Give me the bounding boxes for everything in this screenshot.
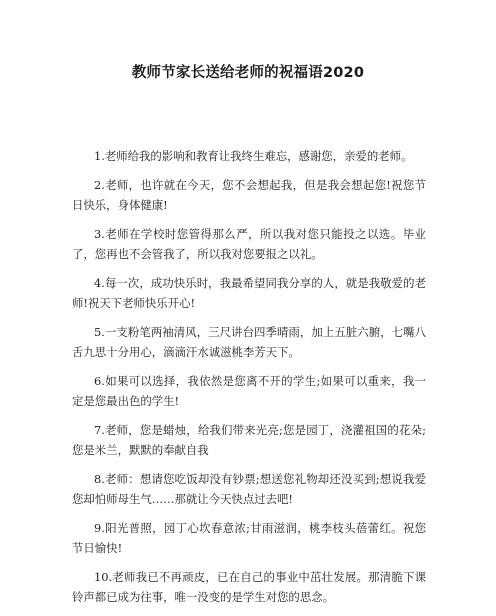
- paragraph-2: 2.老师，也许就在今天，您不会想起我，但是我会想起您!祝您节日快乐，身体健康!: [72, 178, 426, 212]
- paragraph-1: 1.老师给我的影响和教育让我终生难忘，感谢您，亲爱的老师。: [94, 149, 413, 163]
- paragraph-5: 5.一支粉笔两袖清风，三尺讲台四季晴雨，加上五脏六腑，七嘴八舌九思十分用心，滴滴汗水诚滋桃李芳天下。: [72, 325, 426, 359]
- paragraph-7: 7.老师，您是蜡烛，给我们带来光亮;您是园丁，浇灌祖国的花朵;您是米兰，默默的奉献自我: [72, 423, 426, 457]
- paragraph-6: 6.如果可以选择，我依然是您离不开的学生;如果可以重来，我一定是您最出色的学生!: [72, 374, 426, 408]
- paragraph-4: 4.每一次，成功快乐时，我最希望同我分享的人，就是我敬爱的老师!祝天下老师快乐开心!: [72, 276, 426, 310]
- paragraph-9: 9.阳光普照，园丁心坎春意浓;甘雨滋润，桃李枝头蓓蕾红。祝您节日愉快!: [72, 521, 426, 555]
- paragraph-3: 3.老师在学校时您管得那么严，所以我对您只能投之以选。毕业了，您再也不会管我了，所以我对您要报之以礼。: [72, 227, 426, 261]
- paragraph-8: 8.老师：想请您吃饭却没有钞票;想送您礼物却还没买到;想说我爱您却怕师母生气……那就让今天快点过去吧!: [72, 472, 426, 506]
- document-title: 教师节家长送给老师的祝福语2020: [131, 65, 365, 81]
- document-body: [72, 146, 426, 616]
- paragraph-10: 10.老师我已不再顽皮，已在自己的事业中茁壮发展。那清脆下课铃声都已成为往事，唯一没变的是学生对您的思念。: [72, 570, 426, 604]
